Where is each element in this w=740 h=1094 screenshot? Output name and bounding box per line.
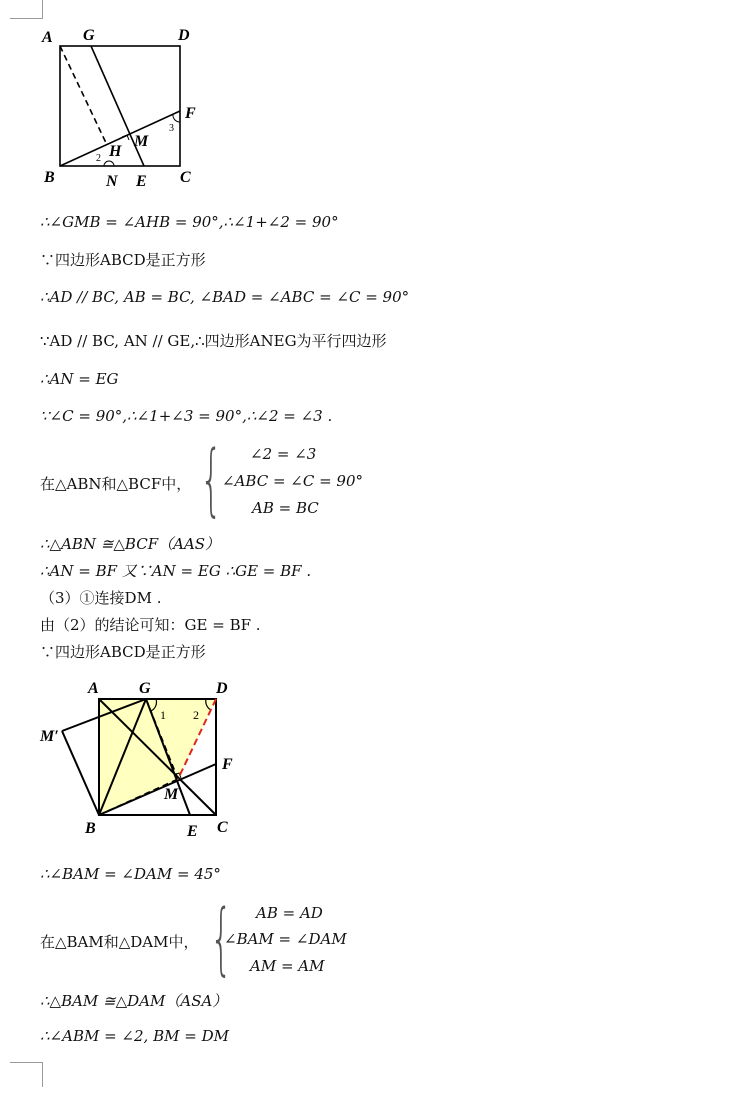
proof-line-2: ∵四边形ABCD是正方形 [40,251,206,269]
angle-label-3: 3 [169,123,174,134]
segment-mprime-b [62,731,99,815]
label-n: N [106,173,118,190]
page-corner-top [10,0,43,19]
proof-line-14: ∴∠ABM = ∠2, BM = DM [40,1027,229,1045]
proof-line-11: ∵四边形ABCD是正方形 [40,643,206,661]
system-2-row-2: ∠BAM = ∠DAM [224,930,347,948]
label-b: B [44,169,55,186]
label-d: D [216,680,228,697]
system-1-row-1: ∠2 = ∠3 [250,445,317,463]
label-g: G [139,680,151,697]
label-h: H [109,143,122,160]
angle-arc-3 [173,114,180,122]
system-1-row-3: AB = BC [252,499,319,517]
label-d: D [178,27,190,44]
label-c: C [180,169,191,186]
left-brace-1: { [200,435,223,525]
proof-line-4: ∵AD // BC, AN // GE,∴四边形ANEG为平行四边形 [40,332,387,350]
figure-1 [36,22,216,192]
proof-line-12: ∴∠BAM = ∠DAM = 45° [40,865,221,883]
proof-line-9: （3）①连接DM . [40,589,162,607]
label-f: F [185,105,196,122]
left-brace-2: { [210,894,233,984]
system-1-lead: 在△ABN和△BCF中， [40,475,192,493]
system-2-row-1: AB = AD [256,904,323,922]
segment-ah-dashed [60,46,107,145]
angle-label-1: 1 [160,708,166,722]
proof-line-13: ∴△BAM ≅△DAM（ASA） [40,992,228,1010]
label-e: E [136,173,147,190]
angle-label-2: 2 [193,708,199,722]
angle-label-2: 2 [96,153,101,164]
system-2-lead: 在△BAM和△DAM中， [40,933,199,951]
equation-system-2 [40,894,370,984]
page-corner-bottom [10,1062,43,1087]
label-e: E [187,823,198,840]
equation-system-1 [40,435,370,525]
system-1-row-2: ∠ABC = ∠C = 90° [222,472,364,490]
proof-line-5: ∴AN = EG [40,370,119,388]
label-c: C [217,819,228,836]
label-a: A [88,680,99,697]
system-2-row-3: AM = AM [250,957,325,975]
label-m: M [134,133,149,150]
label-b: B [85,820,96,837]
proof-line-6: ∵∠C = 90°,∴∠1+∠3 = 90°,∴∠2 = ∠3 . [40,407,333,425]
label-m: M [164,786,179,803]
figure-2 [36,675,256,845]
proof-line-7: ∴△ABN ≅△BCF（AAS） [40,535,221,553]
label-m-prime: M′ [40,728,59,745]
proof-line-8: ∴AN = BF 又∵AN = EG ∴GE = BF . [40,562,312,580]
label-g: G [83,27,95,44]
label-f: F [222,756,233,773]
proof-line-10: 由（2）的结论可知：GE = BF . [40,616,261,634]
proof-line-3: ∴AD // BC, AB = BC, ∠BAD = ∠ABC = ∠C = 90° [40,288,410,306]
label-a: A [42,29,53,46]
proof-line-1: ∴∠GMB = ∠AHB = 90°,∴∠1+∠2 = 90° [40,213,339,231]
